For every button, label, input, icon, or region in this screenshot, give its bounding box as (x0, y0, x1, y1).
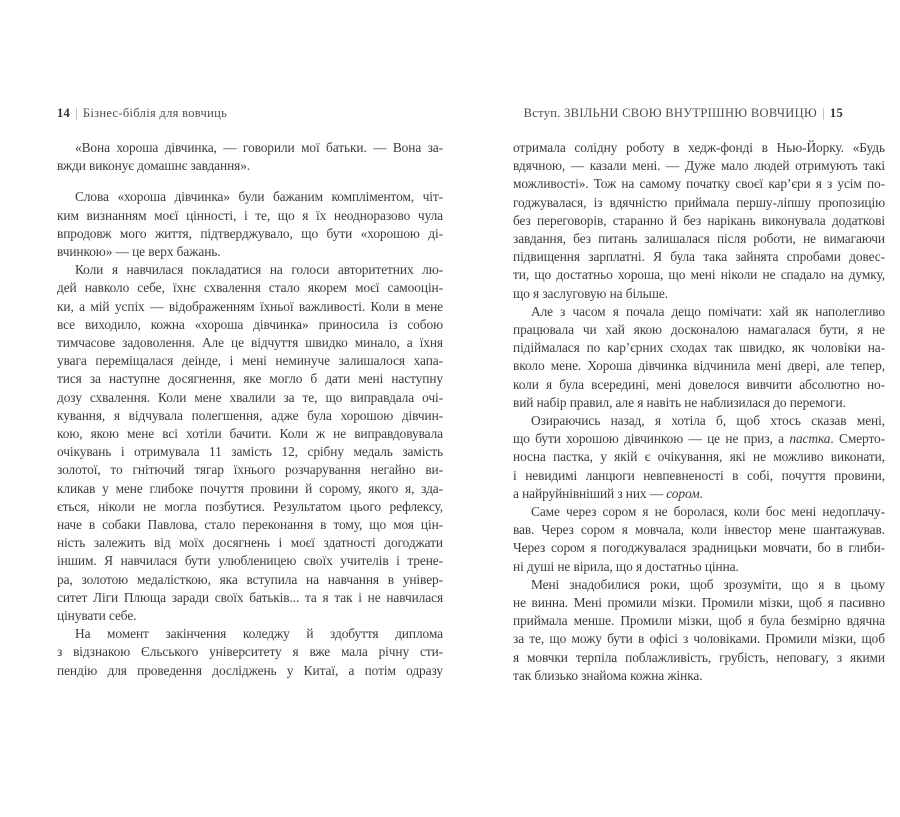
text-line: кликав у мене глибоке почуття провини й сорому, якого я, зда- (57, 480, 443, 496)
text-line: Але з часом я почала дещо помічати: хай як наполегливо (531, 303, 885, 319)
text-line: з відзнакою Єльського університету я вже мала річну сти- (57, 644, 443, 660)
text-line: цінувати себе. (57, 608, 137, 624)
text-line: наче в собаки Павлова, стало переконання в тому, що моя цін- (57, 517, 443, 533)
paragraph (513, 412, 885, 503)
text-line: вав. Через сором я мовчала, коли інвестор мене шантажував. (513, 522, 885, 538)
text-line: так близько знайома кожна жінка. (513, 667, 703, 683)
right-running-title: Вступ. ЗВІЛЬНИ СВОЮ ВНУТРІШНЮ ВОВЧИЦЮ (523, 106, 818, 120)
text-line: іншим. Я навчилася бути улюбленицею своїх учителів і трене- (57, 553, 443, 569)
text-line: Слова «хороша дівчинка» були бажаним компліментом, чіт- (75, 189, 443, 205)
left-running-title: Бізнес-біблія для вовчиць (82, 106, 228, 120)
text-line: отримала солідну роботу в хедж-фонді в Нью-Йорку. «Будь (513, 140, 885, 155)
text-line: кою, якою мене всі хотіли бачити. Коли ж не виправдовувала (57, 426, 443, 442)
text-line: впродовж мого життя, підтверджувало, що бути «хорошою ді- (57, 225, 443, 241)
paragraph (57, 188, 443, 261)
text-line: очікувань і отримувала 11 замість 12, срібну медаль замість (57, 444, 443, 460)
text-line: Озираючись назад, я хотіла б, щоб хтось сказав мені, (531, 413, 885, 429)
paragraph (513, 576, 885, 685)
text-line: Саме через сором я не боролася, коли бос мені недоплачу- (531, 504, 885, 520)
header-separator: | (822, 106, 825, 120)
text-line: підіймалася по кар’єрних сходах так швидко, як чоловіки на- (513, 340, 885, 356)
text-line: завдання, без питань залишалася після роботи, не вимагаючи (513, 231, 885, 247)
right-page-header (524, 106, 843, 121)
text-line: ється, ніколи не могла позбутися. Результатом цього рефлексу, (57, 498, 443, 514)
text-line: пендію для проведення досліджень у Китаї, а потім одразу (57, 662, 443, 678)
text-line: носна пастка, у якій є очікування, які не можливо виконати, (513, 449, 885, 465)
text-line: вчинкою» — це верх бажань. (57, 244, 221, 260)
paragraph (57, 261, 443, 625)
left-page-header (57, 106, 227, 121)
text-line: Мені знадобилися роки, щоб зрозуміти, що я в цьому (531, 576, 885, 592)
text-line: тимчасове задоволення. Але це відчуття швидко минало, а їхня (57, 335, 443, 351)
text-line: що я заслуговую на більше. (513, 285, 668, 301)
text-line: «Вона хороша дівчинка, — говорили мої батьки. — Вона за- (75, 140, 443, 155)
text-line: ситет Ліги Плюща заради своїх батьків... та я так і не навчилася (57, 589, 443, 605)
text-line: тися за наступне досягнення, яке могло б дати мені наступну (57, 371, 443, 387)
right-page-body (513, 139, 885, 685)
text-line: золотої, то гнітючий тягар їхнього розчарування негайно ви- (57, 462, 443, 478)
paragraph (57, 625, 443, 680)
header-separator: | (75, 106, 78, 120)
text-line: що бути хорошою дівчинкою — це не приз, а пастка. Смерто- (513, 431, 885, 447)
text-line: вий набір правил, але я навіть не наблизилася до перемоги. (513, 394, 846, 410)
text-line: за те, що можу бути в офісі з чоловіками. Промили мізки, щоб (513, 631, 885, 647)
text-line: підвищення зарплатні. Я була така зайнята спробами довес- (513, 249, 885, 265)
text-line: коли я була всередині, мені довелося вивчити абсолютно но- (513, 376, 885, 392)
text-line: я мовчки терпіла поблажливість, грубість, неповагу, з якими (513, 649, 885, 665)
left-page-body (57, 139, 443, 680)
left-page-number: 14 (57, 106, 71, 120)
text-line: ні душі не вірила, що я достатньо цінна. (513, 558, 739, 574)
paragraph (513, 503, 885, 576)
text-line: вжди виконує домашнє завдання». (57, 158, 251, 174)
text-line: Коли я навчилася покладатися на голоси авторитетних лю- (75, 262, 443, 278)
text-line: не винна. Мені промили мізки. Промили мізки, щоб я пасивно (513, 595, 885, 611)
text-line: ти, що достатньо хороша, що мені ніколи не спадало на думку, (513, 267, 885, 283)
text-line: без переговорів, старанно й без нарікань виконувала додаткові (513, 212, 885, 228)
text-line: все виходило, кожна «хороша дівчинка» приносила із собою (57, 316, 443, 332)
text-line: дозу схвалення. Коли мене хвалили за те, що виправдала очі- (57, 389, 443, 405)
text-line: а найруйнівніший з них — сором. (513, 485, 703, 501)
text-line: ність залежить від моїх досягнень і моєї здатності догоджати (57, 535, 443, 551)
text-line: ки, а мій успіх — відображенням їхньої важливості. Коли в мене (57, 298, 443, 314)
text-line: На момент закінчення коледжу й здобуття диплома (75, 626, 443, 642)
text-line: увага переміщалася деінде, і мені неминуче залишалося хапа- (57, 353, 443, 369)
text-line: і невидимі ланцюги невпевненості в собі, почуття провини, (513, 467, 885, 483)
text-line: приймала менше. Промили мізки, щоб я була безмірно вдячна (513, 613, 885, 629)
text-line: дей навколо себе, їхнє схвалення стало якорем моєї самооцін- (57, 280, 443, 296)
paragraph (513, 303, 885, 412)
text-line: вдячною, — казали мені. — Дуже мало людей отримують такі (513, 158, 885, 174)
right-page-number: 15 (829, 106, 843, 120)
text-line: ким визнанням моєї цінності, і те, що я їх неодноразово чула (57, 207, 443, 223)
text-line: можливості». Тож на самому початку своєї кар’єри я з усім по- (513, 176, 885, 192)
text-line: працювала чи хай якою досконалою намагалася бути, я не (513, 322, 885, 338)
text-line: кування, я відчувала полегшення, адже була хорошою дівчин- (57, 407, 443, 423)
text-line: Через сором я погоджувалася зрадницьки мовчати, бо в глиби- (513, 540, 885, 556)
paragraph (513, 139, 885, 303)
text-line: ра, золотою медалісткою, яка вступила на навчання в універ- (57, 571, 443, 587)
text-line: вколо мене. Хороша дівчинка відчинила мені двері, але тепер, (513, 358, 885, 374)
text-line: годжувалася, із вдячністю приймала першу-ліпшу пропозицію (513, 194, 885, 210)
paragraph (57, 139, 443, 175)
